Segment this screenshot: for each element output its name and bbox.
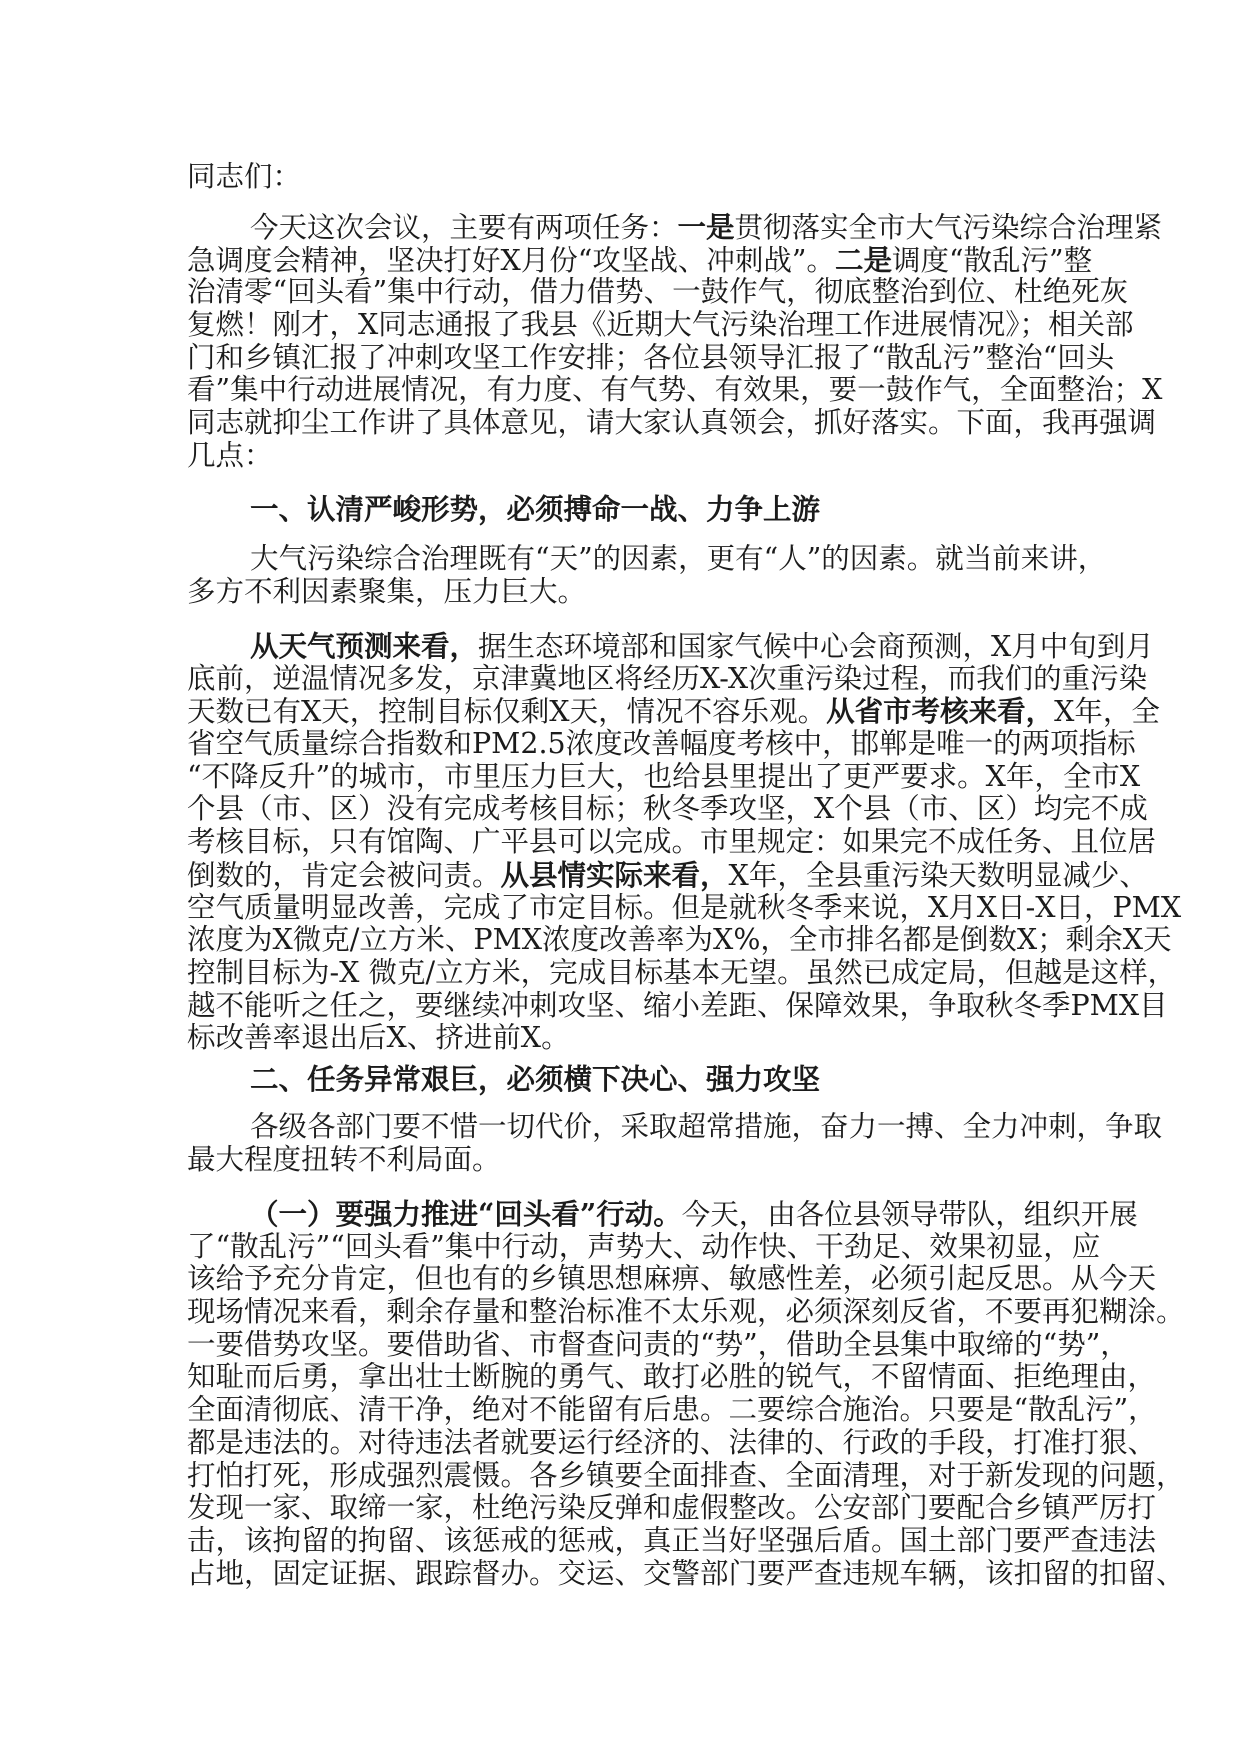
text-segment: 同志就抑尘工作讲了具体意见，请大家认真领会，抓好落实。下面，我再强调 — [187, 406, 1157, 440]
text-segment: 该给予充分肯定，但也有的乡镇思想麻痹、敏感性差，必须引起反思。从今天 — [187, 1262, 1157, 1296]
text-line — [187, 1425, 1157, 1460]
text-segment: 多方不利因素聚集，压力巨大。 — [187, 574, 587, 608]
text-segment: 治清零“回头看”集中行动，借力借势、一鼓作气，彻底整治到位、杜绝死灰 — [187, 275, 1129, 309]
text-line — [187, 1556, 1185, 1591]
text-segment: 各级各部门要不惜一切代价，采取超常措施，奋力一搏、全力冲刺，争取 — [250, 1110, 1163, 1143]
text-segment: 全面清彻底、清干净，绝对不能留有后患。二要综合施治。只要是“散乱污”， — [187, 1393, 1157, 1427]
text-segment: 一要借势攻坚。要借助省、市督查问责的“势”，借助全县集中取缔的“势”， — [187, 1327, 1129, 1361]
paragraph — [187, 210, 1163, 473]
text-segment: 几点： — [187, 438, 273, 472]
text-line — [187, 440, 1073, 473]
text-line — [187, 1393, 1157, 1427]
text-segment: 空气质量明显改善，完成了市定目标。但是就秋冬季来说，X月X日-X日，PMX — [187, 890, 1182, 924]
greeting: 同志们： — [187, 160, 302, 193]
text-segment: 击，该拘留的拘留、该惩戒的惩戒，真正当好坚强后盾。国土部门要严查违法 — [187, 1523, 1157, 1557]
text-line — [187, 792, 1148, 826]
text-line — [187, 1295, 1185, 1329]
text-segment: 浓度为X微克/立方米、PMX浓度改善率为X%，全市排名都是倒数X；剩余X天 — [187, 923, 1172, 957]
section-heading — [187, 1063, 1073, 1096]
text-line — [187, 727, 1136, 761]
text-segment: “不降反升”的城市，市里压力巨大，也给县里提出了更严要求。X年，全市X — [187, 759, 1141, 793]
text-segment: 门和乡镇汇报了冲刺攻坚工作安排；各位县领导汇报了“散乱污”整治“回头 — [187, 340, 1115, 374]
text-line — [187, 1022, 1073, 1055]
text-segment: 倒数的，肯定会被问责。 — [187, 858, 501, 892]
text-segment: 最大程度扭转不利局面。 — [187, 1142, 501, 1176]
text-segment: 越不能听之任之，要继续冲刺攻坚、缩小差距、保障效果，争取秋冬季PMX目 — [187, 988, 1168, 1022]
paragraph — [187, 629, 1182, 1055]
text-line — [187, 661, 1148, 696]
text-segment: 占地，固定证据、跟踪督办。交运、交警部门要严查违规车辆，该扣留的扣留、 — [187, 1556, 1185, 1590]
text-segment: 省空气质量综合指数和PM2.5浓度改善幅度考核中，邯郸是唯一的两项指标 — [187, 727, 1136, 761]
text-line — [187, 890, 1182, 925]
bold-text: （一）要强力推进“回头看”行动。 — [250, 1197, 682, 1231]
text-segment: 知耻而后勇，拿出壮士断腕的勇气、敢打必胜的锐气，不留情面、拒绝理由， — [187, 1360, 1157, 1394]
text-line — [187, 1144, 1073, 1177]
text-segment: X年，全 — [1054, 695, 1160, 729]
text-line — [187, 955, 1177, 990]
text-line — [187, 1229, 1101, 1264]
text-segment: 打怕打死，形成强烈震慑。各乡镇要全面排查、全面清理，对于新发现的问题， — [187, 1458, 1185, 1492]
text-segment: 控制目标为-X 微克/立方米，完成目标基本无望。虽然已成定局，但越是这样， — [187, 955, 1177, 989]
bold-text: 从县情实际来看， — [500, 857, 729, 892]
text-segment: 了“散乱污”“回头看”集中行动，声势大、动作快、干劲足、效果初显，应 — [187, 1229, 1101, 1263]
text-segment: 复燃！刚才，X同志通报了我县《近期大气污染治理工作进展情况》；相关部 — [187, 308, 1134, 342]
paragraph — [187, 1197, 1185, 1590]
text-line — [187, 493, 1073, 526]
text-line — [187, 542, 1107, 576]
bold-text: 从省市考核来看， — [826, 694, 1055, 729]
text-line — [187, 857, 1148, 892]
text-line — [187, 1458, 1185, 1493]
text-line — [187, 275, 1129, 309]
text-line — [187, 1360, 1157, 1394]
text-segment: X年，全县重污染天数明显减少、 — [728, 858, 1148, 892]
text-line — [187, 373, 1163, 407]
text-line — [187, 210, 1163, 244]
text-segment: 贯彻落实全市大气污染综合治理紧 — [734, 211, 1163, 244]
section-heading — [187, 493, 1073, 526]
text-segment: 考核目标，只有馆陶、广平县可以完成。市里规定：如果完不成任务、且位居 — [187, 825, 1157, 859]
text-line — [187, 406, 1157, 440]
text-segment: 标改善率退出后X、挤进前X。 — [187, 1021, 570, 1055]
bold-text: 二是 — [834, 242, 892, 277]
paragraph — [187, 1110, 1163, 1176]
text-segment: 发现一家、取缔一家，杜绝污染反弹和虚假整改。公安部门要配合乡镇严厉打 — [187, 1491, 1157, 1525]
text-line — [187, 629, 1154, 663]
text-line — [187, 694, 1160, 729]
text-line — [187, 1197, 1138, 1231]
text-line — [187, 923, 1172, 957]
text-segment: 天数已有X天，控制目标仅剩X天，情况不容乐观。 — [187, 695, 827, 729]
text-segment: 都是违法的。对待违法者就要运行经济的、法律的、行政的手段，打准打狠、 — [187, 1425, 1157, 1459]
text-line — [187, 1491, 1157, 1525]
text-segment: 一、认清严峻形势，必须搏命一战、力争上游 — [250, 492, 821, 526]
text-segment: 急调度会精神，坚决打好X月份“攻坚战、冲刺战”。 — [187, 243, 835, 277]
text-segment: 大气污染综合治理既有“天”的因素，更有“人”的因素。就当前来讲， — [250, 542, 1107, 575]
paragraph — [187, 542, 1107, 608]
text-line — [187, 1327, 1129, 1362]
text-line — [187, 988, 1168, 1023]
text-line — [187, 1262, 1157, 1296]
text-line — [187, 1110, 1163, 1144]
text-segment: 现场情况来看，剩余存量和整治标准不太乐观，必须深刻反省，不要再犯糊涂。 — [187, 1295, 1185, 1329]
text-segment: 底前，逆温情况多发，京津冀地区将经历X-X次重污染过程，而我们的重污染 — [187, 661, 1148, 695]
text-segment: 个县（市、区）没有完成考核目标；秋冬季攻坚，X个县（市、区）均完不成 — [187, 792, 1148, 826]
text-line — [187, 242, 1093, 277]
text-line — [187, 1063, 1073, 1096]
text-line — [187, 308, 1134, 342]
text-segment: 二、任务异常艰巨，必须横下决心、强力攻坚 — [250, 1062, 821, 1096]
text-line — [187, 759, 1141, 794]
text-segment: 今天，由各位县领导带队，组织开展 — [681, 1198, 1138, 1231]
bold-text: 一是 — [677, 210, 735, 244]
text-segment: 今天这次会议，主要有两项任务： — [250, 211, 678, 244]
text-segment: 看”集中行动进展情况，有力度、有气势、有效果，要一鼓作气，全面整治；X — [187, 373, 1163, 407]
text-segment: 调度“散乱污”整 — [891, 243, 1093, 277]
text-segment: 据生态环境部和国家气候中心会商预测，X月中旬到月 — [478, 630, 1154, 663]
text-line — [187, 576, 1073, 609]
text-line — [187, 825, 1157, 859]
text-line — [187, 340, 1115, 375]
bold-text: 从天气预测来看， — [250, 629, 479, 663]
text-line — [187, 1523, 1157, 1558]
greeting-block — [187, 161, 1073, 194]
